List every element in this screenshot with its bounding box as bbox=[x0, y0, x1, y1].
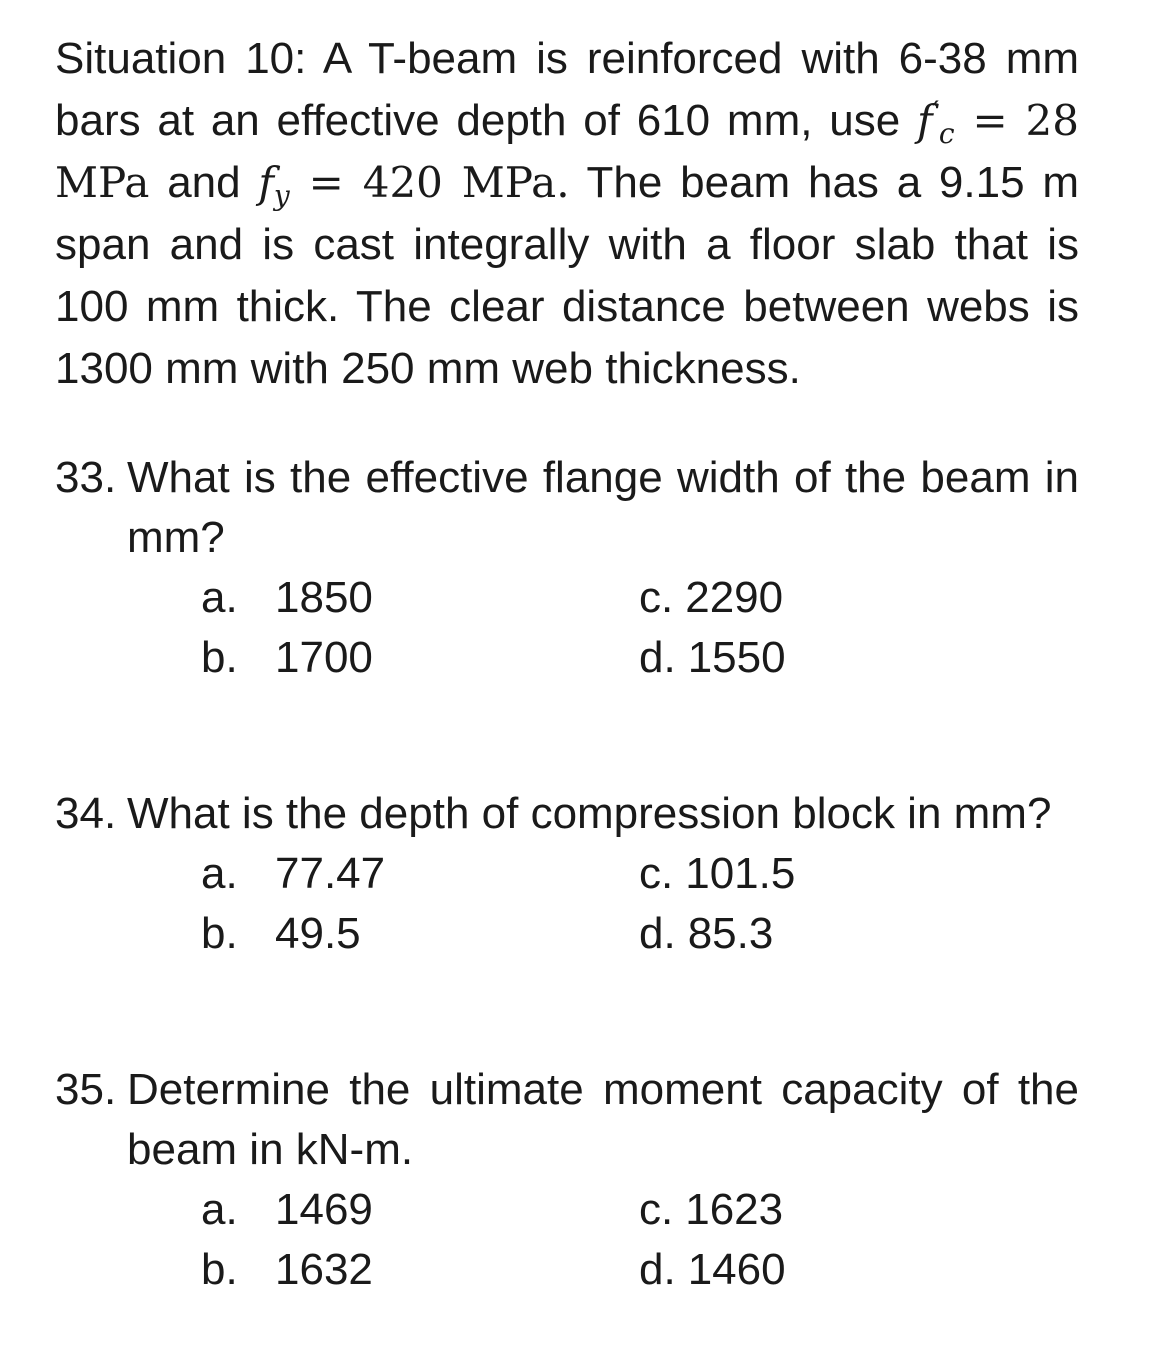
question-35 bbox=[55, 1060, 1079, 1300]
choice-letter: a. bbox=[201, 573, 238, 622]
choices-list bbox=[201, 844, 1079, 964]
and-text: and bbox=[149, 158, 259, 207]
choice-b[interactable] bbox=[201, 904, 639, 964]
question-number: 35. bbox=[55, 1065, 117, 1114]
choice-value: 49.5 bbox=[275, 909, 361, 958]
choices-list bbox=[201, 568, 1079, 688]
choice-value: 85.3 bbox=[687, 909, 774, 958]
situation-lead-text: Situation 10: A T-beam is reinforced with 6-38 mm bars at an effective depth of 610 mm, use bbox=[55, 34, 1079, 145]
choice-c[interactable] bbox=[639, 1180, 1039, 1240]
choice-value: 1850 bbox=[275, 573, 373, 622]
question-number: 34. bbox=[55, 789, 117, 838]
choice-letter: c. bbox=[639, 573, 674, 622]
fc-symbol: f bbox=[916, 96, 933, 145]
choice-value: 101.5 bbox=[685, 849, 796, 898]
choice-a[interactable] bbox=[201, 1180, 639, 1240]
choice-letter: c. bbox=[639, 1185, 674, 1234]
choices-list bbox=[201, 1180, 1079, 1300]
question-text: What is the effective flange width of the beam in mm? bbox=[127, 453, 1079, 562]
fc-value: = 28 MPa bbox=[55, 96, 1079, 207]
choice-a[interactable] bbox=[201, 844, 639, 904]
choice-c[interactable] bbox=[639, 844, 1039, 904]
choice-letter: d. bbox=[639, 633, 676, 682]
question-33 bbox=[55, 448, 1079, 688]
question-text: What is the depth of compression block in mm? bbox=[127, 789, 1052, 838]
choice-value: 2290 bbox=[685, 573, 784, 622]
choice-letter: c. bbox=[639, 849, 674, 898]
choice-value: 1623 bbox=[685, 1185, 784, 1234]
fy-formula bbox=[258, 158, 570, 212]
fy-value: = 420 MPa. bbox=[289, 158, 570, 207]
choice-letter: b. bbox=[201, 1245, 238, 1294]
choice-d[interactable] bbox=[639, 1240, 1039, 1300]
choice-d[interactable] bbox=[639, 904, 1039, 964]
choice-d[interactable] bbox=[639, 628, 1039, 688]
choice-letter: b. bbox=[201, 909, 238, 958]
fc-subscript: c bbox=[938, 117, 955, 150]
choice-value: 1550 bbox=[687, 633, 786, 682]
question-text: Determine the ultimate moment capacity of the beam in kN-m. bbox=[127, 1065, 1079, 1174]
question-34 bbox=[55, 784, 1079, 964]
choice-value: 77.47 bbox=[275, 849, 386, 898]
choice-value: 1700 bbox=[275, 633, 373, 682]
choice-b[interactable] bbox=[201, 628, 639, 688]
choice-value: 1460 bbox=[687, 1245, 786, 1294]
choice-letter: d. bbox=[639, 909, 676, 958]
choice-letter: a. bbox=[201, 1185, 238, 1234]
question-number: 33. bbox=[55, 453, 117, 502]
situation-tail-text: The beam has a 9.15 m span and is cast integrally with a floor slab that is 100 mm thick. The clear distance between webs is 1300 mm with 250 mm web thickness. bbox=[55, 158, 1079, 393]
choice-letter: d. bbox=[639, 1245, 676, 1294]
choice-b[interactable] bbox=[201, 1240, 639, 1300]
choice-c[interactable] bbox=[639, 568, 1039, 628]
document-page bbox=[55, 28, 1079, 1300]
choice-a[interactable] bbox=[201, 568, 639, 628]
fy-symbol: f bbox=[258, 158, 274, 207]
fy-subscript: y bbox=[273, 179, 290, 212]
situation-paragraph bbox=[55, 28, 1079, 400]
choice-value: 1632 bbox=[275, 1245, 373, 1294]
choice-letter: b. bbox=[201, 633, 238, 682]
choice-value: 1469 bbox=[275, 1185, 373, 1234]
choice-letter: a. bbox=[201, 849, 238, 898]
fc-prime: ′ bbox=[932, 95, 939, 128]
